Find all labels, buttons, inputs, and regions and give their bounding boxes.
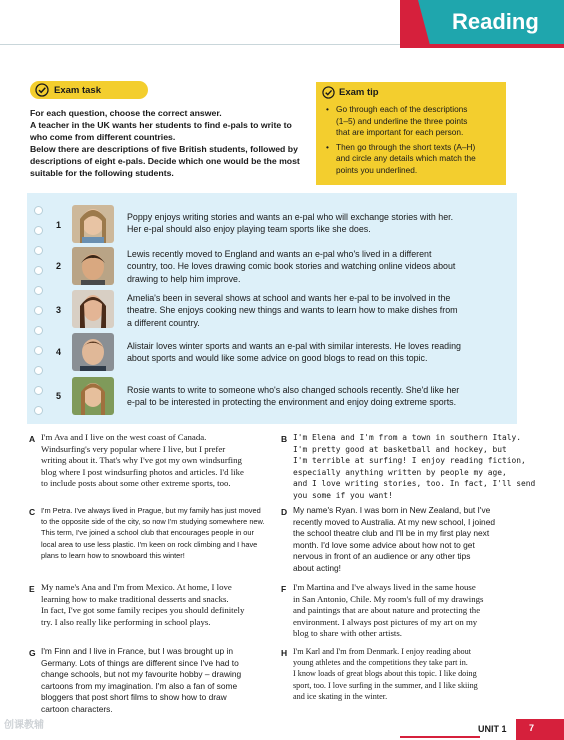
tip-text: Then go through the short texts (A–H) and circle any details which match the points you underlined. [336, 141, 476, 175]
epal-line: recently moved to Australia. At my new school, I joined [293, 516, 496, 527]
instruction-line: A teacher in the UK wants her students to find e-pals to write to [30, 120, 292, 130]
check-circle-icon [322, 86, 335, 99]
bullet-icon: • [326, 141, 329, 152]
header-rule [0, 44, 420, 45]
exam-tip-label: Exam tip [339, 87, 379, 98]
page-number: 7 [529, 723, 535, 733]
epal-line: in San Antonio, Chile. My room's full of my drawings [293, 593, 484, 604]
student-line: country, too. He loves drawing comic book stories and watching online videos about [127, 261, 456, 272]
instruction-line: For each question, choose the correct answer. [30, 108, 222, 118]
epal-line: young athletes and the competitions they take part in. [293, 658, 468, 668]
epal-line: bloggers that post short films to show how to draw [41, 692, 227, 703]
student-line: Her e-pal should also enjoy playing team sports like she does. [127, 224, 371, 235]
epal-line: the school theatre club and I'll be in my first play next [293, 528, 490, 539]
check-circle-icon [35, 83, 49, 97]
student-photo [72, 247, 114, 285]
epal-text-g [41, 646, 241, 716]
epal-line: environment. I always post pictures of my art on my [293, 616, 478, 627]
binder-ring [34, 286, 43, 295]
epal-text-b [293, 432, 535, 502]
epal-line: plans to learn how to snowboard this winter! [41, 550, 185, 560]
footer-rule [400, 736, 480, 738]
epal-line: In fact, I've got some family recipes you should definitely [41, 605, 245, 616]
student-number: 4 [56, 347, 62, 357]
student-line: Poppy enjoys writing stories and wants an e-pal who will exchange stories with her. [127, 212, 454, 222]
binder-ring [34, 206, 43, 215]
student-number: 5 [56, 391, 62, 401]
epal-line: I'm Finn and I live in France, but I was brought up in [41, 646, 233, 656]
student-photo [72, 377, 114, 415]
epal-line: Windsurfing's very popular where I live, but I prefer [41, 443, 226, 454]
epal-line: I'm Ava and I live on the west coast of Canada. [41, 432, 207, 442]
instruction-line: descriptions of eight e-pals. Decide which one would be the most [30, 156, 300, 166]
epal-line: This term, I've joined a school club that encourages people in our [41, 528, 254, 538]
epal-text-h [293, 646, 478, 702]
epal-line: especially anything written by people my age, [293, 467, 507, 477]
epal-line: change schools, but not my favourite hobby – drawing [41, 669, 242, 680]
epal-line: I'm Martina and I've always lived in the same house [293, 582, 476, 592]
epal-letter: F [281, 584, 287, 594]
epal-line: I'm pretty good at basketball and hockey, but [293, 444, 507, 454]
epal-letter: A [29, 434, 36, 444]
epal-line: nervous in front of an audience or any other tips [293, 551, 471, 562]
student-line: Amelia's been in several shows at school and wants her e-pal to be involved in the [127, 293, 451, 303]
student-number: 2 [56, 261, 62, 271]
epal-line: writing about it. That's why I've got my own windsurfing [41, 455, 242, 466]
exam-task-label: Exam task [54, 84, 102, 96]
epal-line: I'm Petra. I've always lived in Prague, but my family has just moved [41, 506, 261, 515]
binder-ring [34, 386, 43, 395]
exam-task-instructions [30, 107, 300, 179]
epal-line: about acting! [293, 562, 341, 573]
student-description [127, 248, 497, 285]
epal-letter: B [281, 434, 288, 444]
binder-ring [34, 226, 43, 235]
epal-line: and I love writing stories, too. In fact, I'll send [293, 479, 536, 489]
epal-line: try. I also really like performing in school plays. [41, 616, 211, 627]
epal-line: cartoon characters. [41, 703, 113, 714]
epal-line: and paintings that are about nature and protecting the [293, 605, 481, 616]
student-description [127, 211, 497, 236]
epal-line: I'm terrible at surfing! I enjoy reading fiction, [293, 456, 526, 466]
binder-ring [34, 246, 43, 255]
epal-line: blog where I post windsurfing photos and articles. I'd like [41, 466, 244, 477]
student-line: Alistair loves winter sports and wants an e-pal with similar interests. He loves reading [127, 341, 461, 351]
epal-text-a [41, 432, 244, 490]
epal-line: learning how to make traditional desserts and snacks. [41, 593, 229, 604]
binder-ring [34, 266, 43, 275]
tip-item [326, 142, 502, 177]
epal-line: sport, too. I love surfing in the summer, and I like skiing [293, 680, 478, 690]
student-line: drawing to help him improve. [127, 273, 241, 284]
epal-line: month. I'd love some advice about how not to get [293, 539, 475, 550]
student-line: theatre. She enjoys cooking new things and wants to learn how to make dishes from [127, 305, 458, 316]
watermark-text: 创课教辅 [4, 720, 44, 731]
student-description [127, 292, 497, 329]
binder-ring [34, 366, 43, 375]
epal-letter: E [29, 584, 35, 594]
epal-text-c [41, 505, 265, 561]
epal-line: local area to use less plastic. I'm keen on rock climbing and I have [41, 539, 258, 549]
epal-text-d [293, 505, 495, 575]
exam-tip-header [322, 86, 379, 99]
epal-line: I know loads of great blogs about this topic. I like doing [293, 669, 477, 679]
student-number: 1 [56, 220, 62, 230]
epal-line: to the opposite side of the city, so now I'm studying somewhere new. [41, 517, 265, 527]
student-line: a different country. [127, 317, 200, 328]
bullet-icon: • [326, 104, 329, 114]
student-line: about sports and would like some advice on good blogs to read on this topic. [127, 353, 428, 364]
student-description [127, 384, 497, 409]
epal-line: Germany. Lots of things are different since I've had to [41, 657, 239, 668]
student-line: Lewis recently moved to England and wants an e-pal who's lived in a different [127, 249, 432, 259]
epal-letter: H [281, 648, 288, 658]
epal-line: and ice skating in the winter. [293, 691, 388, 701]
epal-line: My name's Ana and I'm from Mexico. At home, I love [41, 582, 232, 592]
exam-tip-list [326, 104, 502, 179]
epal-line: cartoons from my imagination. I'm also a fan of some [41, 680, 238, 691]
epal-line: you some if you want! [293, 490, 393, 500]
student-number: 3 [56, 305, 62, 315]
student-photo [72, 205, 114, 243]
unit-label: UNIT 1 [478, 724, 507, 734]
tip-text: Go through each of the descriptions (1–5) and underline the three points that are important for each person. [336, 104, 468, 137]
instruction-line: who come from different countries. [30, 132, 176, 142]
exam-task-badge [30, 81, 148, 99]
epal-text-e [41, 582, 244, 628]
binder-ring [34, 306, 43, 315]
page-title: Reading [452, 9, 539, 34]
epal-text-f [293, 582, 483, 640]
epal-line: I'm Karl and I'm from Denmark. I enjoy reading about [293, 647, 472, 656]
binder-ring [34, 326, 43, 335]
student-photo [72, 290, 114, 328]
student-line: Rosie wants to write to someone who's also changed schools recently. She'd like her [127, 385, 460, 395]
binder-ring [34, 406, 43, 415]
student-line: e-pal to be interested in protecting the environment and enjoy doing extreme sports. [127, 397, 457, 408]
epal-letter: D [281, 507, 288, 517]
epal-line: blog to share with other artists. [293, 628, 402, 639]
instruction-line: suitable for the following students. [30, 168, 174, 178]
student-description [127, 340, 497, 365]
student-photo [72, 333, 114, 371]
instruction-line: Below there are descriptions of five British students, followed by [30, 144, 298, 154]
epal-letter: G [29, 648, 36, 658]
page-number-tab [516, 719, 564, 740]
epal-line: to include posts about some other extreme sports, too. [41, 478, 231, 489]
epal-line: I'm Elena and I'm from a town in southern Italy. [293, 433, 522, 442]
binder-ring [34, 346, 43, 355]
tip-item [326, 104, 502, 139]
epal-line: My name's Ryan. I was born in New Zealand, but I've [293, 505, 491, 515]
epal-letter: C [29, 507, 36, 517]
